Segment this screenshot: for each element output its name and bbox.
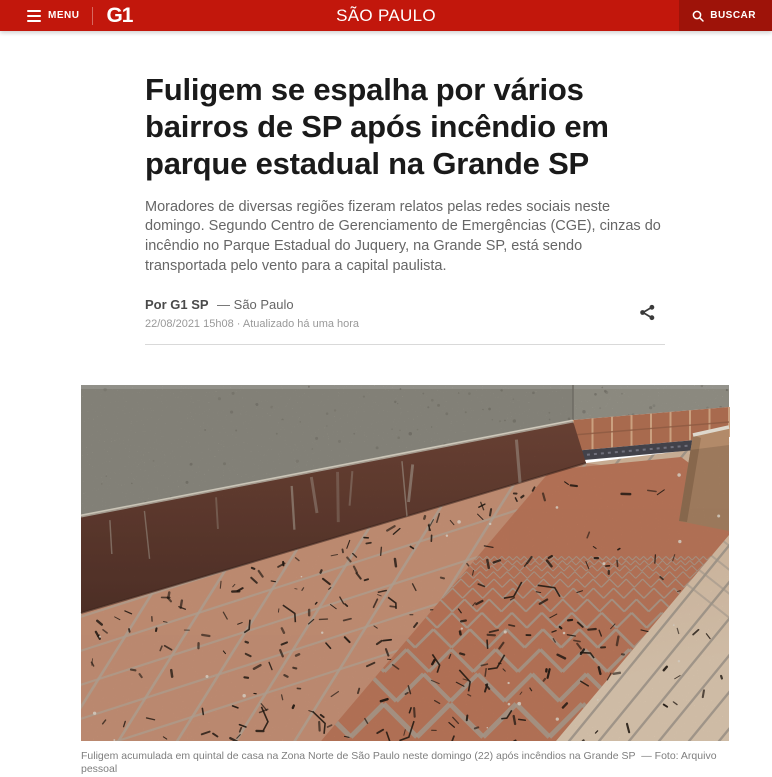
search-icon	[692, 10, 704, 22]
publish-timestamp: 22/08/2021 15h08 · Atualizado há uma hora	[145, 318, 359, 330]
article-photo-figure	[81, 385, 729, 777]
search-button[interactable]	[679, 0, 772, 31]
content-divider	[145, 344, 665, 345]
caption-text: Fuligem acumulada em quintal de casa na Zona Norte de São Paulo neste domingo (22) após incêndios na Grande SP	[81, 750, 635, 762]
menu-label: MENU	[48, 10, 79, 21]
share-nodes-icon	[638, 303, 657, 322]
byline-location: — São Paulo	[217, 297, 294, 312]
article-subtitle: Moradores de diversas regiões fizeram relatos pelas redes sociais neste domingo. Segundo Centro de Gerenciamento de Emergências (CGE), cinzas do incêndio no Parque Estadual do Juquery, na Grande SP, está sendo transportada pelo vento para a capital paulista.	[145, 198, 665, 277]
header-left-group	[0, 0, 132, 31]
article-photo	[81, 385, 729, 741]
g1-logo[interactable]: G1	[106, 5, 132, 26]
search-label: BUSCAR	[710, 10, 756, 21]
section-title[interactable]: SÃO PAULO	[336, 6, 436, 26]
byline-author[interactable]: Por G1 SP	[145, 297, 209, 312]
share-button[interactable]	[634, 299, 661, 326]
byline-block	[145, 296, 359, 330]
hamburger-icon	[27, 10, 41, 22]
article-main	[0, 72, 772, 777]
header-divider	[92, 7, 93, 25]
photo-caption	[81, 750, 729, 777]
article-column	[145, 72, 665, 777]
caption-credit: — Foto: Arquivo pessoal	[81, 750, 717, 776]
top-navigation-bar	[0, 0, 772, 31]
menu-button[interactable]	[27, 0, 79, 31]
article-title: Fuligem se espalha por vários bairros de SP após incêndio em parque estadual na Grande SP	[145, 72, 665, 183]
byline-row	[145, 296, 665, 330]
